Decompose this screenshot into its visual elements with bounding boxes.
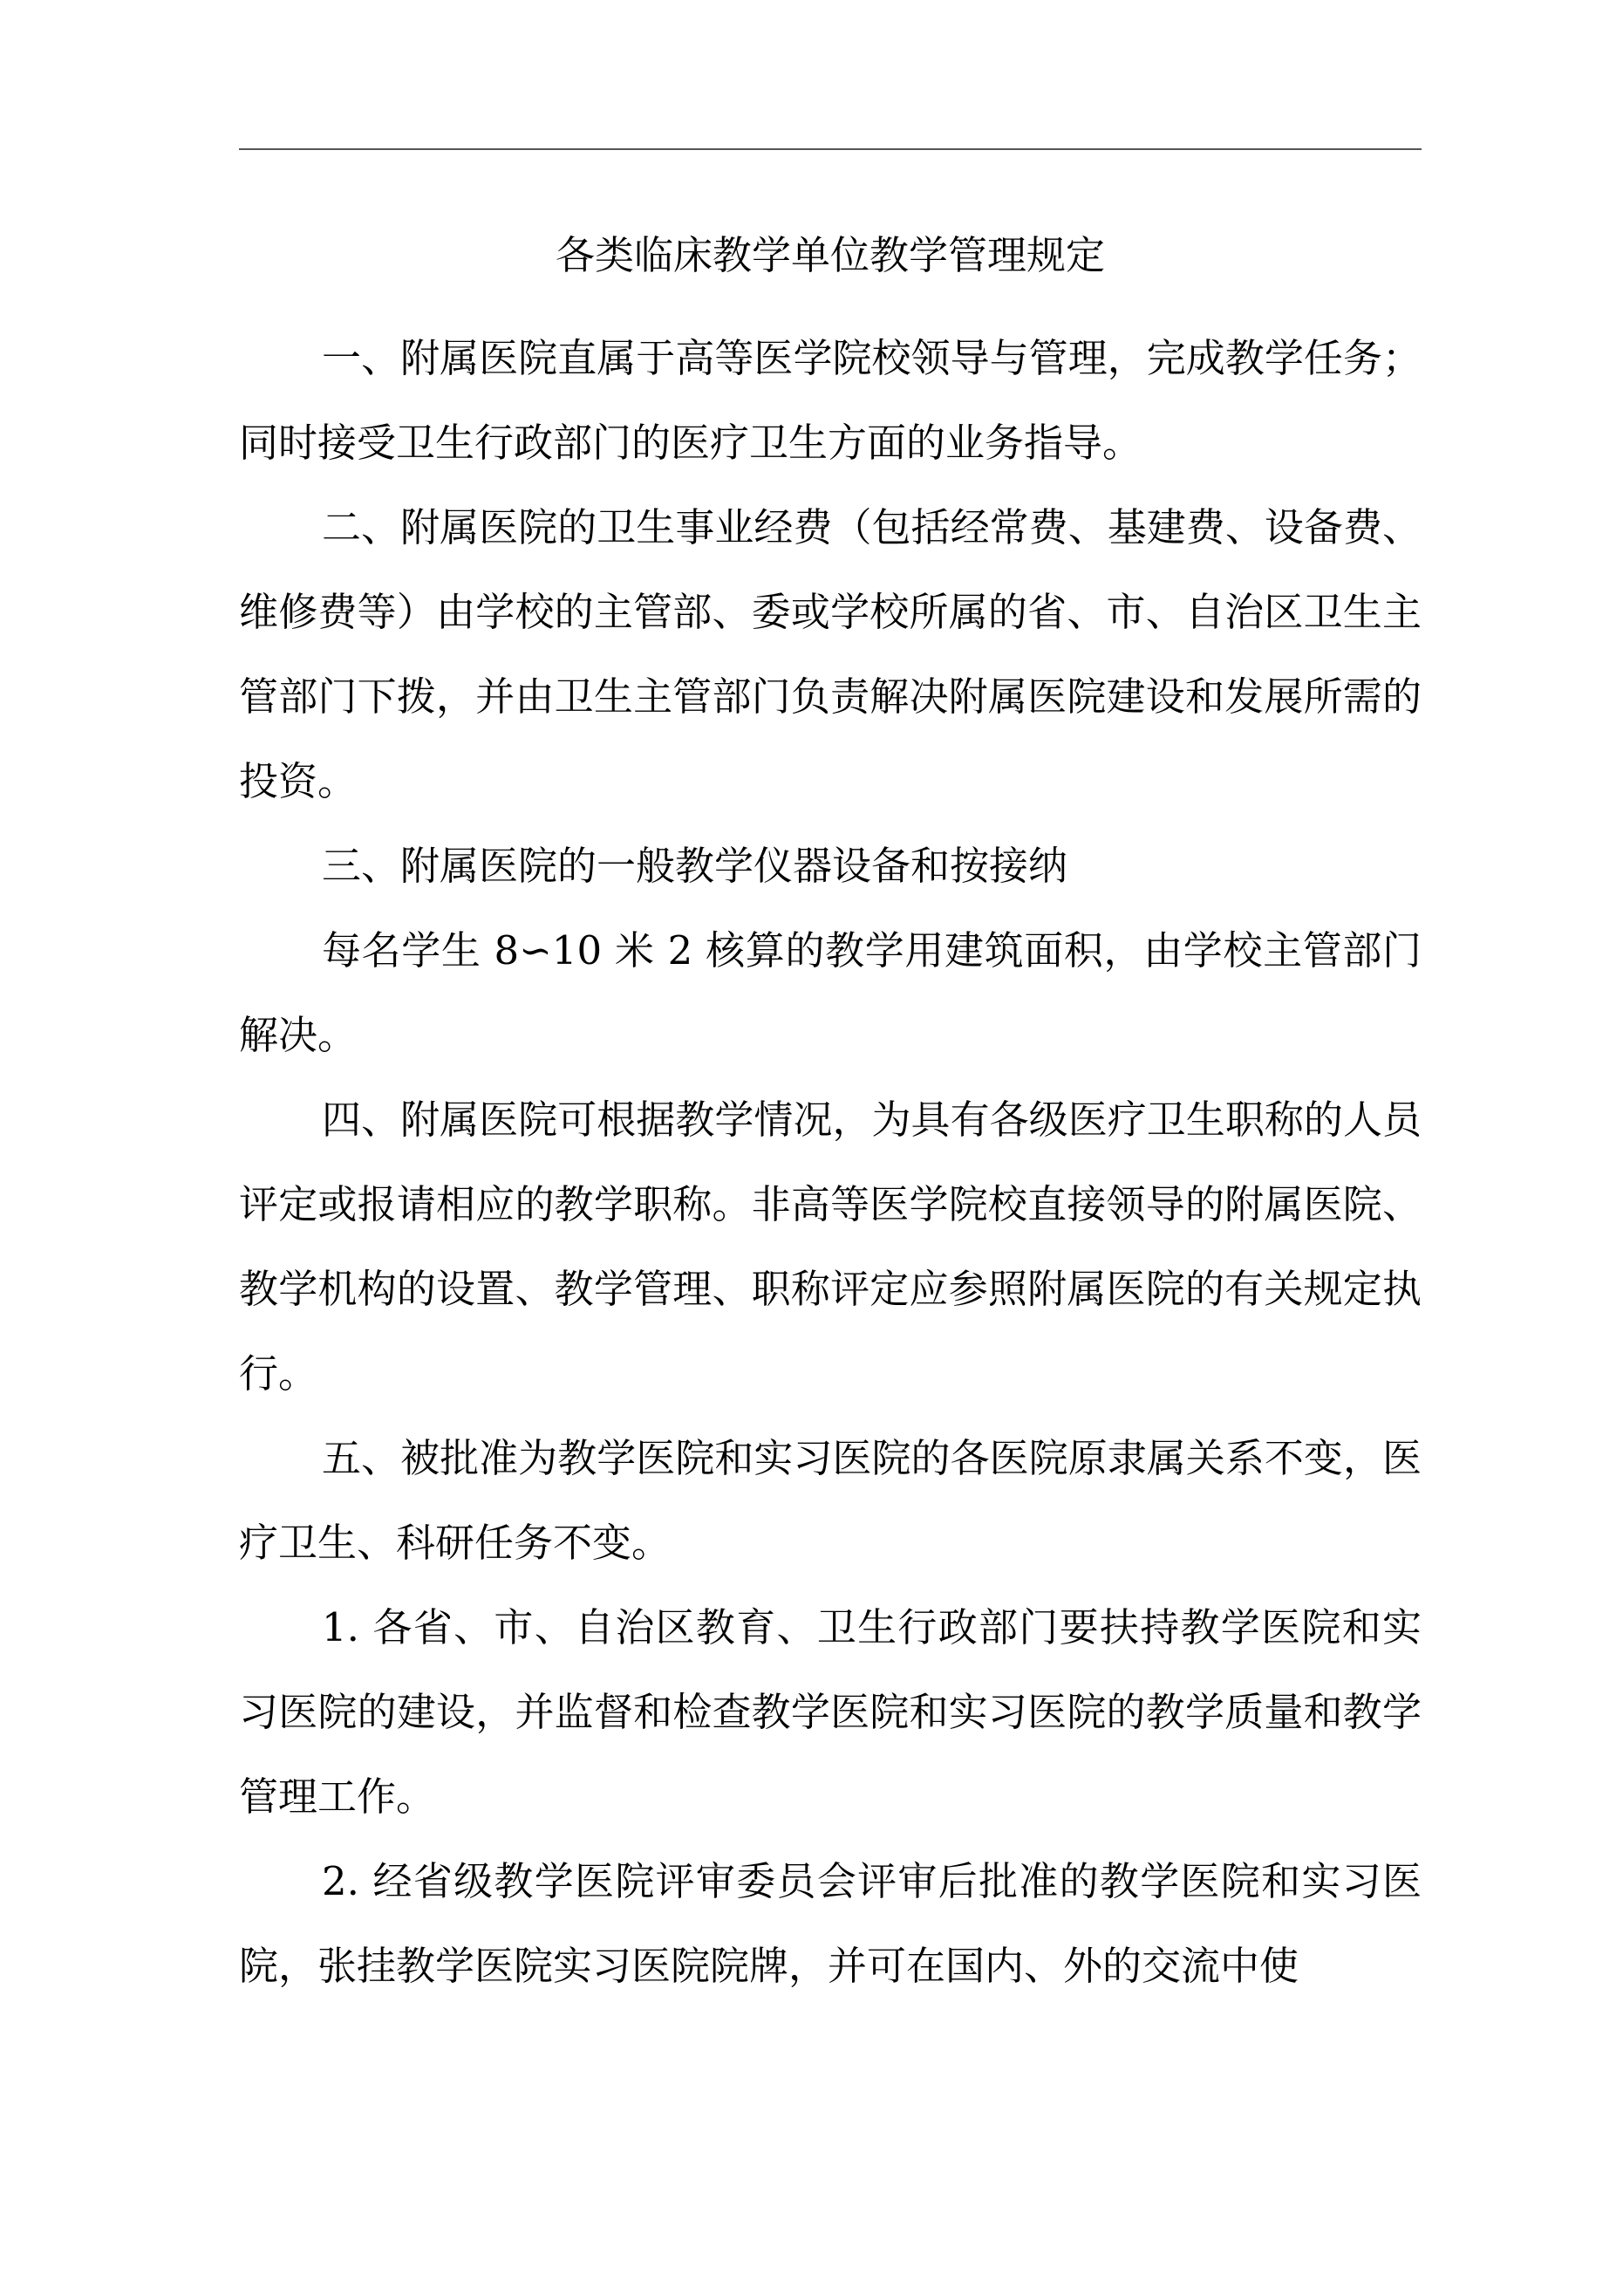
paragraph-3: 三、附属医院的一般教学仪器设备和按接纳 bbox=[322, 843, 1068, 889]
paragraph-5: 四、附属医院可根据教学情况，为具有各级医疗卫生职称的人员评定或报请相应的教学职称。非高等医学院校直接领导的附属医院、教学机构的设置、教学管理、职称评定应参照附属医院的有关规定执行。 bbox=[239, 1097, 1422, 1397]
paragraph-6: 五、被批准为教学医院和实习医院的各医院原隶属关系不变，医疗卫生、科研任务不变。 bbox=[239, 1435, 1422, 1566]
header-rule bbox=[239, 148, 1422, 150]
document-body bbox=[239, 316, 1422, 2008]
paragraph-4: 每名学生 8∽10 米 2 核算的教学用建筑面积，由学校主管部门解决。 bbox=[239, 927, 1422, 1058]
paragraph-7: 1. 各省、市、自治区教育、卫生行政部门要扶持教学医院和实习医院的建设，并监督和检查教学医院和实习医院的教学质量和教学管理工作。 bbox=[239, 1604, 1422, 1820]
paragraph-1: 一、附属医院直属于高等医学院校领导与管理，完成教学任务；同时接受卫生行政部门的医疗卫生方面的业务指导。 bbox=[239, 335, 1422, 466]
document-title: 各类临床教学单位教学管理规定 bbox=[555, 232, 1105, 278]
paragraph-8: 2. 经省级教学医院评审委员会评审后批准的教学医院和实习医院，张挂教学医院实习医院院牌，并可在国内、外的交流中使 bbox=[239, 1858, 1422, 1989]
paragraph-2: 二、附属医院的卫生事业经费（包括经常费、基建费、设备费、维修费等）由学校的主管部、委或学校所属的省、市、自治区卫生主管部门下拨，并由卫生主管部门负责解决附属医院建设和发展所需的投资。 bbox=[239, 504, 1422, 804]
